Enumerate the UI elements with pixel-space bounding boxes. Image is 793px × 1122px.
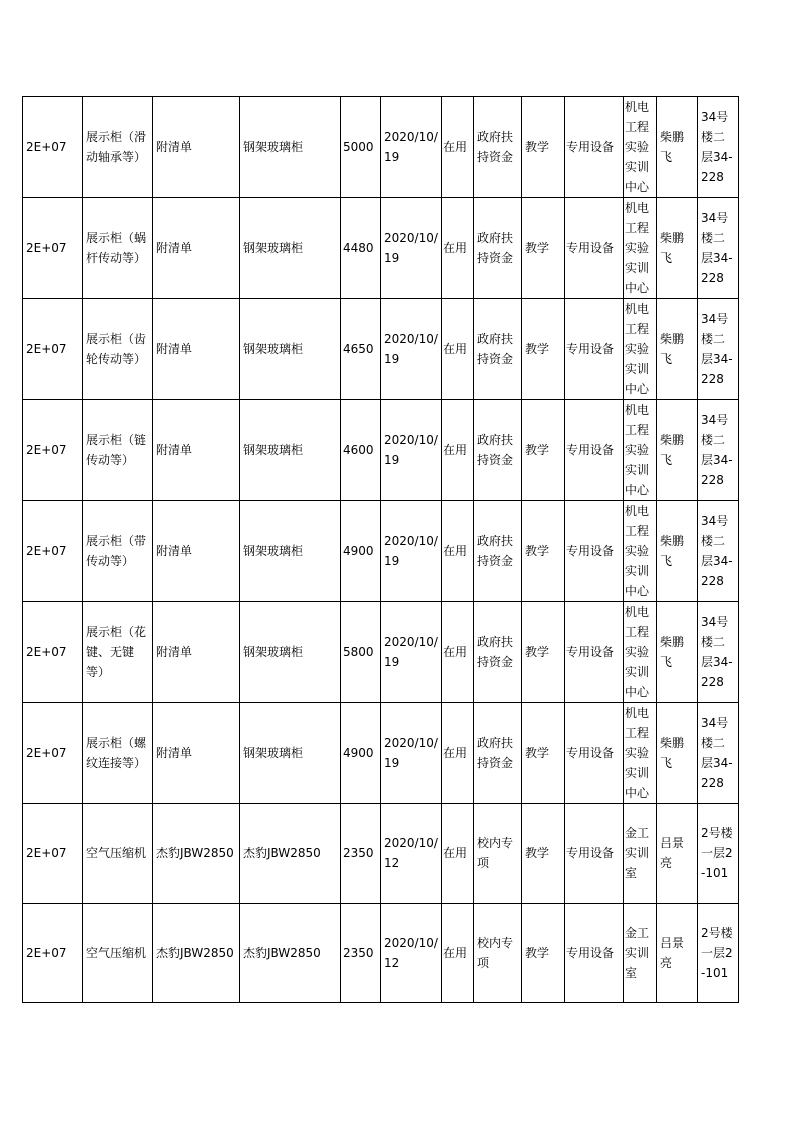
- asset-name-cell: 展示柜（滑动轴承等）: [83, 97, 153, 198]
- location-cell: 34号楼二层34-228: [698, 501, 739, 602]
- asset-name-cell: 展示柜（花键、无键等）: [83, 602, 153, 703]
- status-cell: 在用: [442, 400, 474, 501]
- model-cell: 附清单: [153, 602, 240, 703]
- price-cell: 5800: [341, 602, 381, 703]
- model-cell: 附清单: [153, 400, 240, 501]
- department-cell: 机电工程实验实训中心: [624, 198, 657, 299]
- asset-name-cell: 展示柜（链传动等）: [83, 400, 153, 501]
- status-cell: 在用: [442, 804, 474, 904]
- spec-cell: 钢架玻璃柜: [240, 400, 341, 501]
- asset-name-cell: 展示柜（齿轮传动等）: [83, 299, 153, 400]
- location-cell: 34号楼二层34-228: [698, 400, 739, 501]
- usage-cell: 教学: [522, 198, 565, 299]
- department-cell: 机电工程实验实训中心: [624, 97, 657, 198]
- status-cell: 在用: [442, 602, 474, 703]
- usage-cell: 教学: [522, 400, 565, 501]
- spec-cell: 钢架玻璃柜: [240, 97, 341, 198]
- spec-cell: 钢架玻璃柜: [240, 198, 341, 299]
- fund-source-cell: 政府扶持资金: [474, 501, 522, 602]
- keeper-cell: 柴鹏飞: [657, 602, 698, 703]
- usage-cell: 教学: [522, 299, 565, 400]
- department-cell: 机电工程实验实训中心: [624, 501, 657, 602]
- keeper-cell: 吕景亮: [657, 903, 698, 1003]
- fund-source-cell: 政府扶持资金: [474, 198, 522, 299]
- date-cell: 2020/10/12: [381, 903, 442, 1003]
- asset-name-cell: 展示柜（螺纹连接等）: [83, 703, 153, 804]
- date-cell: 2020/10/19: [381, 602, 442, 703]
- status-cell: 在用: [442, 299, 474, 400]
- asset-code-cell: 2E+07: [23, 703, 83, 804]
- department-cell: 机电工程实验实训中心: [624, 703, 657, 804]
- date-cell: 2020/10/19: [381, 501, 442, 602]
- asset-table: [22, 96, 739, 1003]
- asset-code-cell: 2E+07: [23, 299, 83, 400]
- asset-name-cell: 展示柜（蜗杆传动等）: [83, 198, 153, 299]
- price-cell: 5000: [341, 97, 381, 198]
- category-cell: 专用设备: [565, 602, 624, 703]
- spec-cell: 杰豹JBW2850: [240, 804, 341, 904]
- department-cell: 机电工程实验实训中心: [624, 299, 657, 400]
- model-cell: 附清单: [153, 198, 240, 299]
- fund-source-cell: 政府扶持资金: [474, 400, 522, 501]
- table-row: [23, 501, 739, 602]
- price-cell: 4900: [341, 501, 381, 602]
- category-cell: 专用设备: [565, 97, 624, 198]
- usage-cell: 教学: [522, 97, 565, 198]
- asset-code-cell: 2E+07: [23, 804, 83, 904]
- table-body: [23, 97, 739, 1003]
- status-cell: 在用: [442, 903, 474, 1003]
- usage-cell: 教学: [522, 703, 565, 804]
- category-cell: 专用设备: [565, 804, 624, 904]
- status-cell: 在用: [442, 501, 474, 602]
- category-cell: 专用设备: [565, 299, 624, 400]
- date-cell: 2020/10/19: [381, 703, 442, 804]
- usage-cell: 教学: [522, 602, 565, 703]
- location-cell: 34号楼二层34-228: [698, 97, 739, 198]
- spec-cell: 钢架玻璃柜: [240, 703, 341, 804]
- asset-code-cell: 2E+07: [23, 97, 83, 198]
- date-cell: 2020/10/12: [381, 804, 442, 904]
- price-cell: 2350: [341, 903, 381, 1003]
- category-cell: 专用设备: [565, 198, 624, 299]
- fund-source-cell: 政府扶持资金: [474, 299, 522, 400]
- keeper-cell: 柴鹏飞: [657, 97, 698, 198]
- department-cell: 金工实训室: [624, 804, 657, 904]
- keeper-cell: 柴鹏飞: [657, 400, 698, 501]
- table-row: [23, 299, 739, 400]
- location-cell: 2号楼一层2-101: [698, 804, 739, 904]
- location-cell: 34号楼二层34-228: [698, 703, 739, 804]
- location-cell: 2号楼一层2-101: [698, 903, 739, 1003]
- status-cell: 在用: [442, 703, 474, 804]
- model-cell: 附清单: [153, 299, 240, 400]
- model-cell: 附清单: [153, 97, 240, 198]
- model-cell: 附清单: [153, 501, 240, 602]
- model-cell: 杰豹JBW2850: [153, 804, 240, 904]
- location-cell: 34号楼二层34-228: [698, 602, 739, 703]
- department-cell: 金工实训室: [624, 903, 657, 1003]
- asset-code-cell: 2E+07: [23, 198, 83, 299]
- department-cell: 机电工程实验实训中心: [624, 400, 657, 501]
- category-cell: 专用设备: [565, 501, 624, 602]
- asset-name-cell: 展示柜（带传动等）: [83, 501, 153, 602]
- spec-cell: 钢架玻璃柜: [240, 501, 341, 602]
- fund-source-cell: 政府扶持资金: [474, 602, 522, 703]
- price-cell: 2350: [341, 804, 381, 904]
- date-cell: 2020/10/19: [381, 97, 442, 198]
- price-cell: 4480: [341, 198, 381, 299]
- status-cell: 在用: [442, 198, 474, 299]
- usage-cell: 教学: [522, 804, 565, 904]
- asset-name-cell: 空气压缩机: [83, 903, 153, 1003]
- status-cell: 在用: [442, 97, 474, 198]
- price-cell: 4650: [341, 299, 381, 400]
- asset-code-cell: 2E+07: [23, 602, 83, 703]
- table-row: [23, 602, 739, 703]
- fund-source-cell: 政府扶持资金: [474, 97, 522, 198]
- model-cell: 附清单: [153, 703, 240, 804]
- keeper-cell: 吕景亮: [657, 804, 698, 904]
- model-cell: 杰豹JBW2850: [153, 903, 240, 1003]
- asset-code-cell: 2E+07: [23, 903, 83, 1003]
- fund-source-cell: 校内专项: [474, 903, 522, 1003]
- category-cell: 专用设备: [565, 400, 624, 501]
- asset-code-cell: 2E+07: [23, 400, 83, 501]
- date-cell: 2020/10/19: [381, 299, 442, 400]
- table-row: [23, 804, 739, 904]
- date-cell: 2020/10/19: [381, 400, 442, 501]
- spec-cell: 杰豹JBW2850: [240, 903, 341, 1003]
- spec-cell: 钢架玻璃柜: [240, 602, 341, 703]
- category-cell: 专用设备: [565, 703, 624, 804]
- location-cell: 34号楼二层34-228: [698, 198, 739, 299]
- price-cell: 4600: [341, 400, 381, 501]
- usage-cell: 教学: [522, 903, 565, 1003]
- table-row: [23, 198, 739, 299]
- keeper-cell: 柴鹏飞: [657, 299, 698, 400]
- spec-cell: 钢架玻璃柜: [240, 299, 341, 400]
- fund-source-cell: 校内专项: [474, 804, 522, 904]
- table-row: [23, 703, 739, 804]
- table-row: [23, 903, 739, 1003]
- keeper-cell: 柴鹏飞: [657, 198, 698, 299]
- keeper-cell: 柴鹏飞: [657, 703, 698, 804]
- usage-cell: 教学: [522, 501, 565, 602]
- keeper-cell: 柴鹏飞: [657, 501, 698, 602]
- asset-code-cell: 2E+07: [23, 501, 83, 602]
- category-cell: 专用设备: [565, 903, 624, 1003]
- table-row: [23, 97, 739, 198]
- department-cell: 机电工程实验实训中心: [624, 602, 657, 703]
- location-cell: 34号楼二层34-228: [698, 299, 739, 400]
- price-cell: 4900: [341, 703, 381, 804]
- fund-source-cell: 政府扶持资金: [474, 703, 522, 804]
- table-row: [23, 400, 739, 501]
- asset-name-cell: 空气压缩机: [83, 804, 153, 904]
- date-cell: 2020/10/19: [381, 198, 442, 299]
